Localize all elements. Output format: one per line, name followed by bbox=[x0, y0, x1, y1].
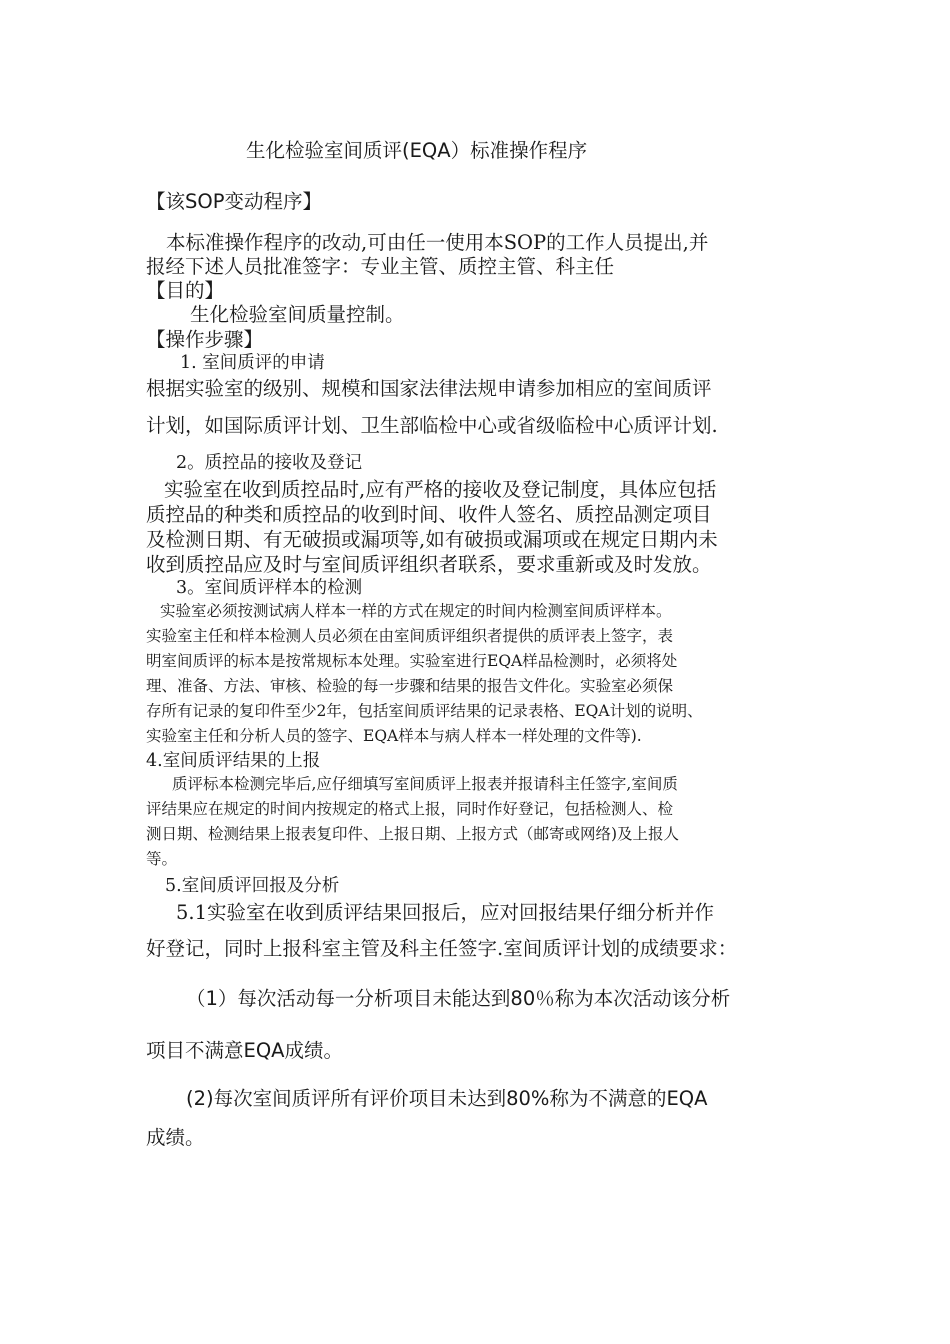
requirement-item-2: 成绩。 bbox=[146, 1126, 205, 1149]
section-5-text: 5.1实验室在收到质评结果回报后，应对回报结果仔细分析并作 bbox=[176, 901, 715, 924]
sop-change-text: 报经下述人员批准签字：专业主管、质控主管、科主任 bbox=[146, 255, 615, 278]
section-5-title: 5.室间质评回报及分析 bbox=[165, 876, 340, 896]
section-2-text: 及检测日期、有无破损或漏项等,如有破损或漏项或在规定日期内未 bbox=[146, 528, 718, 551]
section-3-text: 实验室必须按测试病人样本一样的方式在规定的时间内检测室间质评样本。 bbox=[160, 602, 672, 620]
sop-change-heading: 【该SOP变动程序】 bbox=[146, 190, 322, 213]
requirement-item-2: (2)每次室间质评所有评价项目未达到80%称为不满意的EQA bbox=[186, 1087, 708, 1110]
section-4-text: 评结果应在规定的时间内按规定的格式上报，同时作好登记，包括检测人、检 bbox=[146, 800, 674, 818]
section-1-text: 根据实验室的级别、规模和国家法律法规申请参加相应的室间质评 bbox=[146, 377, 712, 400]
section-3-title: 3。室间质评样本的检测 bbox=[176, 578, 363, 598]
section-2-text: 实验室在收到质控品时,应有严格的接收及登记制度，具体应包括 bbox=[164, 478, 717, 501]
section-3-text: 明室间质评的标本是按常规标本处理。实验室进行EQA样品检测时，必须将处 bbox=[146, 652, 678, 670]
section-1-title: 1. 室间质评的申请 bbox=[180, 353, 325, 373]
section-2-text: 质控品的种类和质控品的收到时间、收件人签名、质控品测定项目 bbox=[146, 503, 712, 526]
section-4-text: 质评标本检测完毕后,应仔细填写室间质评上报表并报请科主任签字,室间质 bbox=[172, 775, 678, 793]
section-3-text: 理、准备、方法、审核、检验的每一步骤和结果的报告文件化。实验室必须保 bbox=[146, 677, 674, 695]
section-4-text: 等。 bbox=[146, 850, 178, 868]
document-title: 生化检验室间质评(EQA）标准操作程序 bbox=[246, 139, 588, 162]
section-3-text: 实验室主任和分析人员的签字、EQA样本与病人样本一样处理的文件等). bbox=[146, 727, 642, 745]
section-4-text: 测日期、检测结果上报表复印件、上报日期、上报方式（邮寄或网络)及上报人 bbox=[146, 825, 680, 843]
procedure-heading: 【操作步骤】 bbox=[146, 328, 264, 351]
requirement-item-1: （1）每次活动每一分析项目未能达到80％称为本次活动该分析 bbox=[186, 987, 731, 1010]
section-3-text: 存所有记录的复印件至少2年，包括室间质评结果的记录表格、EQA计划的说明、 bbox=[146, 702, 703, 720]
section-3-text: 实验室主任和样本检测人员必须在由室间质评组织者提供的质评表上签字，表 bbox=[146, 627, 674, 645]
section-4-title: 4.室间质评结果的上报 bbox=[146, 751, 321, 771]
requirement-item-1: 项目不满意EQA成绩。 bbox=[146, 1039, 344, 1062]
section-1-text: 计划，如国际质评计划、卫生部临检中心或省级临检中心质评计划. bbox=[146, 414, 718, 437]
section-2-title: 2。质控品的接收及登记 bbox=[176, 453, 363, 473]
purpose-text: 生化检验室间质量控制。 bbox=[190, 303, 405, 326]
purpose-heading: 【目的】 bbox=[146, 279, 225, 302]
sop-change-text: 本标准操作程序的改动,可由任一使用本SOP的工作人员提出,并 bbox=[166, 231, 709, 254]
section-2-text: 收到质控品应及时与室间质评组织者联系，要求重新或及时发放。 bbox=[146, 553, 712, 576]
section-5-text: 好登记，同时上报科室主管及科主任签字.室间质评计划的成绩要求： bbox=[146, 937, 738, 960]
